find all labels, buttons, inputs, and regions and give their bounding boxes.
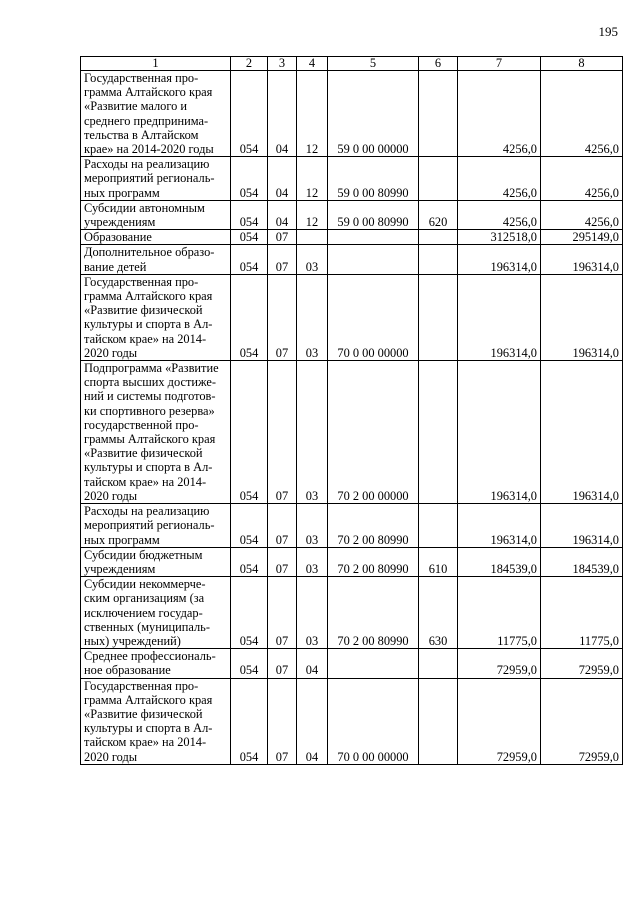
cell-target-article: 70 2 00 80990	[328, 577, 419, 649]
cell-section: 04	[268, 200, 297, 229]
cell-target-article: 70 0 00 00000	[328, 274, 419, 360]
cell-target-article: 70 2 00 80990	[328, 547, 419, 576]
cell-expense-type	[419, 504, 458, 548]
cell-item-name	[81, 577, 231, 649]
cell-target-article: 70 2 00 00000	[328, 361, 419, 504]
item-name-line: культуры и спорта в Ал-	[84, 460, 213, 475]
cell-expense-type: 610	[419, 547, 458, 576]
cell-amount-col8: 184539,0	[541, 547, 623, 576]
item-name-line: Субсидии бюджетным	[84, 547, 203, 562]
column-header-8: 8	[541, 57, 623, 71]
cell-subsection: 03	[297, 504, 328, 548]
cell-amount-col7: 196314,0	[458, 361, 541, 504]
item-name-line: Расходы на реализацию	[84, 157, 210, 172]
item-name-line: крае» на 2014-2020 годы	[84, 142, 214, 157]
cell-section: 07	[268, 361, 297, 504]
cell-admin-code: 054	[231, 361, 268, 504]
column-header-5: 5	[328, 57, 419, 71]
table-header-row	[81, 57, 623, 71]
item-name-line: культуры и спорта в Ал-	[84, 721, 213, 736]
item-name-line: «Развитие физической	[84, 446, 203, 461]
column-header-4: 4	[297, 57, 328, 71]
cell-admin-code: 054	[231, 230, 268, 245]
cell-target-article	[328, 649, 419, 678]
cell-amount-col8: 295149,0	[541, 230, 623, 245]
cell-item-name	[81, 504, 231, 548]
table-row	[81, 71, 623, 157]
cell-target-article: 59 0 00 80990	[328, 200, 419, 229]
item-name-line: грамма Алтайского края	[84, 692, 213, 707]
cell-expense-type	[419, 245, 458, 274]
cell-amount-col7: 196314,0	[458, 274, 541, 360]
item-name-line: «Развитие физической	[84, 303, 203, 318]
cell-subsection: 03	[297, 547, 328, 576]
cell-section: 07	[268, 274, 297, 360]
cell-amount-col8: 196314,0	[541, 274, 623, 360]
cell-amount-col8: 4256,0	[541, 157, 623, 201]
table-row	[81, 200, 623, 229]
cell-amount-col8: 196314,0	[541, 245, 623, 274]
cell-amount-col8: 11775,0	[541, 577, 623, 649]
page-number: 195	[598, 24, 618, 39]
cell-amount-col7: 11775,0	[458, 577, 541, 649]
cell-amount-col7: 196314,0	[458, 245, 541, 274]
item-name-line: «Развитие физической	[84, 706, 203, 721]
item-name-line: 2020 годы	[84, 488, 138, 503]
table-body	[81, 71, 623, 765]
item-name-line: ных программ	[84, 532, 160, 547]
cell-section: 07	[268, 577, 297, 649]
item-name-line: Государственная про-	[84, 71, 199, 85]
cell-item-name	[81, 678, 231, 764]
cell-subsection: 03	[297, 361, 328, 504]
cell-amount-col7: 184539,0	[458, 547, 541, 576]
table-row	[81, 274, 623, 360]
cell-amount-col7: 4256,0	[458, 157, 541, 201]
column-header-2: 2	[231, 57, 268, 71]
item-name-line: учреждениям	[84, 561, 156, 576]
item-name-line: тельства в Алтайском	[84, 127, 199, 142]
table-row	[81, 577, 623, 649]
table-row	[81, 547, 623, 576]
column-header-1: 1	[81, 57, 231, 71]
item-name-line: граммы Алтайского края	[84, 432, 216, 447]
cell-admin-code: 054	[231, 200, 268, 229]
column-header-7: 7	[458, 57, 541, 71]
item-name-line: спорта высших достиже-	[84, 375, 217, 390]
item-name-line: ским организациям (за	[84, 591, 205, 606]
item-name-line: Государственная про-	[84, 678, 199, 693]
cell-subsection: 03	[297, 577, 328, 649]
item-name-line: грамма Алтайского края	[84, 85, 213, 100]
item-name-line: среднего предпринима-	[84, 113, 209, 128]
cell-section: 07	[268, 649, 297, 678]
cell-expense-type	[419, 71, 458, 157]
budget-table	[80, 56, 623, 765]
cell-section: 07	[268, 678, 297, 764]
cell-amount-col8: 72959,0	[541, 649, 623, 678]
cell-admin-code: 054	[231, 157, 268, 201]
item-name-line: ных программ	[84, 185, 160, 200]
cell-item-name	[81, 547, 231, 576]
cell-target-article: 70 2 00 80990	[328, 504, 419, 548]
cell-amount-col8: 196314,0	[541, 504, 623, 548]
cell-section: 04	[268, 71, 297, 157]
item-name-line: Подпрограмма «Развитие	[84, 361, 219, 376]
cell-section: 07	[268, 245, 297, 274]
cell-target-article: 59 0 00 80990	[328, 157, 419, 201]
item-name-line: ных) учреждений)	[84, 633, 181, 648]
cell-section: 07	[268, 230, 297, 245]
cell-amount-col7: 4256,0	[458, 200, 541, 229]
item-name-line: тайском крае» на 2014-	[84, 331, 207, 346]
cell-subsection: 04	[297, 678, 328, 764]
item-name-line: Субсидии автономным	[84, 200, 205, 215]
cell-target-article	[328, 230, 419, 245]
cell-item-name	[81, 200, 231, 229]
item-name-line: тайском крае» на 2014-	[84, 474, 207, 489]
column-header-3: 3	[268, 57, 297, 71]
cell-admin-code: 054	[231, 504, 268, 548]
cell-expense-type	[419, 230, 458, 245]
item-name-line: ное образование	[84, 663, 171, 678]
cell-item-name	[81, 274, 231, 360]
cell-target-article: 70 0 00 00000	[328, 678, 419, 764]
cell-section: 07	[268, 504, 297, 548]
item-name-line: ственных (муниципаль-	[84, 619, 210, 634]
cell-subsection: 03	[297, 274, 328, 360]
cell-expense-type	[419, 361, 458, 504]
item-name-line: мероприятий региональ-	[84, 518, 215, 533]
cell-expense-type: 630	[419, 577, 458, 649]
table-row	[81, 361, 623, 504]
cell-section: 04	[268, 157, 297, 201]
cell-amount-col8: 4256,0	[541, 71, 623, 157]
table-row	[81, 678, 623, 764]
cell-amount-col7: 72959,0	[458, 678, 541, 764]
item-name-line: культуры и спорта в Ал-	[84, 317, 213, 332]
table-row	[81, 157, 623, 201]
item-name-line: Среднее профессиональ-	[84, 649, 216, 664]
column-header-6: 6	[419, 57, 458, 71]
item-name-line: тайском крае» на 2014-	[84, 735, 207, 750]
item-name-line: Государственная про-	[84, 274, 199, 289]
cell-amount-col7: 72959,0	[458, 649, 541, 678]
table-row	[81, 230, 623, 245]
item-name-line: грамма Алтайского края	[84, 289, 213, 304]
item-name-line: ний и системы подготов-	[84, 389, 216, 404]
cell-admin-code: 054	[231, 678, 268, 764]
cell-target-article: 59 0 00 00000	[328, 71, 419, 157]
item-name-line: 2020 годы	[84, 749, 138, 764]
cell-subsection: 03	[297, 245, 328, 274]
cell-item-name	[81, 361, 231, 504]
item-name-line: вание детей	[84, 259, 147, 274]
cell-subsection	[297, 230, 328, 245]
item-name-line: Дополнительное образо-	[84, 245, 215, 260]
table-row	[81, 649, 623, 678]
item-name-line: мероприятий региональ-	[84, 171, 215, 186]
item-name-line: государственной про-	[84, 417, 199, 432]
item-name-line: учреждениям	[84, 215, 156, 230]
cell-item-name	[81, 649, 231, 678]
cell-amount-col7: 312518,0	[458, 230, 541, 245]
cell-item-name	[81, 71, 231, 157]
item-name-line: Расходы на реализацию	[84, 504, 210, 519]
cell-admin-code: 054	[231, 245, 268, 274]
cell-expense-type: 620	[419, 200, 458, 229]
cell-target-article	[328, 245, 419, 274]
cell-expense-type	[419, 649, 458, 678]
table-row	[81, 245, 623, 274]
cell-amount-col8: 196314,0	[541, 361, 623, 504]
item-name-line: «Развитие малого и	[84, 99, 188, 114]
cell-item-name	[81, 230, 231, 245]
item-name-line: исключением государ-	[84, 605, 203, 620]
item-name-line: Субсидии некоммерче-	[84, 577, 206, 592]
cell-admin-code: 054	[231, 71, 268, 157]
cell-subsection: 12	[297, 157, 328, 201]
cell-admin-code: 054	[231, 577, 268, 649]
cell-subsection: 12	[297, 71, 328, 157]
cell-item-name	[81, 245, 231, 274]
cell-expense-type	[419, 274, 458, 360]
cell-subsection: 12	[297, 200, 328, 229]
item-name-line: 2020 годы	[84, 345, 138, 360]
cell-admin-code: 054	[231, 547, 268, 576]
item-name-line: Образование	[84, 230, 152, 245]
cell-expense-type	[419, 678, 458, 764]
item-name-line: ки спортивного резерва»	[84, 403, 215, 418]
cell-amount-col7: 4256,0	[458, 71, 541, 157]
cell-expense-type	[419, 157, 458, 201]
cell-subsection: 04	[297, 649, 328, 678]
cell-amount-col7: 196314,0	[458, 504, 541, 548]
cell-amount-col8: 72959,0	[541, 678, 623, 764]
cell-admin-code: 054	[231, 649, 268, 678]
cell-item-name	[81, 157, 231, 201]
cell-admin-code: 054	[231, 274, 268, 360]
table-row	[81, 504, 623, 548]
cell-section: 07	[268, 547, 297, 576]
cell-amount-col8: 4256,0	[541, 200, 623, 229]
